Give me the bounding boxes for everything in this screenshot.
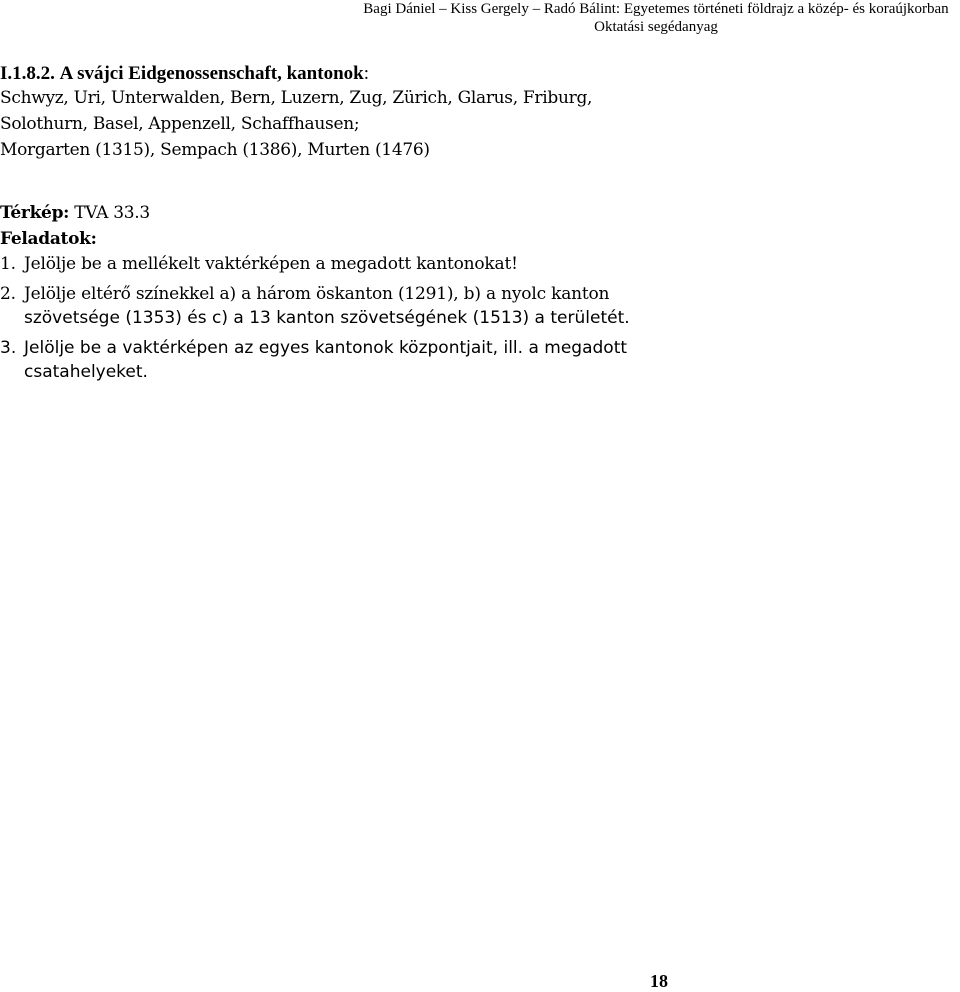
task-1-number: 1.	[0, 254, 16, 274]
task-3-line-1	[0, 336, 950, 360]
task-1-line-1	[0, 252, 950, 276]
task-2	[0, 282, 950, 330]
cantons-line-2: Solothurn, Basel, Appenzell, Schaffhausen;	[0, 114, 360, 134]
map-label: Térkép:	[0, 203, 70, 223]
task-1	[0, 252, 950, 276]
section-title-colon: :	[363, 63, 369, 84]
task-1-text: Jelölje be a mellékelt vaktérképen a megadott kantonokat!	[24, 254, 518, 274]
cantons-line-1: Schwyz, Uri, Unterwalden, Bern, Luzern, Zug, Zürich, Glarus, Friburg,	[0, 88, 593, 108]
task-3-line-2: csatahelyeket.	[24, 362, 148, 382]
task-3-text-1: Jelölje be a vaktérképen az egyes kantonok központjait, ill. a megadott	[24, 338, 628, 358]
map-value: TVA 33.3	[74, 203, 150, 223]
map-reference	[0, 200, 950, 226]
task-2-line-2: szövetsége (1353) és c) a 13 kanton szövetségének (1513) a területét.	[24, 308, 630, 328]
task-2-line-1	[0, 282, 950, 306]
header-authors-title: Bagi Dániel – Kiss Gergely – Radó Bálint: Egyetemes történeti földrajz a közép- és koraújkorban	[363, 1, 949, 17]
header-subtitle: Oktatási segédanyag	[594, 19, 718, 35]
section-title: A svájci Eidgenossenschaft, kantonok	[59, 63, 364, 84]
task-3	[0, 336, 950, 384]
task-3-number: 3.	[0, 338, 17, 358]
battles-line: Morgarten (1315), Sempach (1386), Murten (1476)	[0, 140, 430, 160]
page-number: 18	[650, 971, 668, 991]
task-2-text-1: Jelölje eltérő színekkel a) a három öskanton (1291), b) a nyolc kanton	[24, 284, 610, 304]
section-number: I.1.8.2.	[0, 63, 55, 84]
tasks-heading: Feladatok:	[0, 229, 97, 249]
document-body	[0, 62, 950, 384]
section-heading	[0, 62, 950, 85]
task-2-number: 2.	[0, 284, 16, 304]
running-header	[356, 0, 956, 36]
